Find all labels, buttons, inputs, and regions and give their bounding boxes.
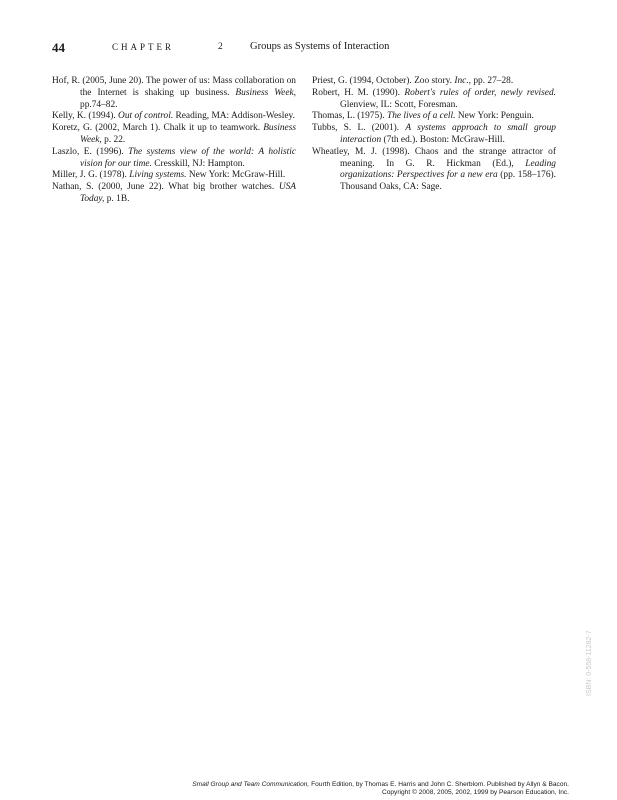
reference-text: Cresskill, NJ: Hampton. — [151, 158, 245, 169]
reference-entry — [52, 123, 296, 147]
reference-text: (pp. 158–176). Thousand Oaks, CA: Sage. — [340, 170, 556, 193]
running-header — [52, 40, 572, 56]
reference-text: p. 22. — [101, 134, 126, 145]
reference-title: A systems approach to small group interaction — [340, 123, 556, 145]
footer-line-1 — [192, 781, 569, 789]
reference-text: Hof, R. (2005, June 20). The power of us: Mass collaboration on the Internet is shaking up business. — [52, 76, 296, 98]
references-left-column — [52, 76, 296, 206]
reference-text: Robert, H. M. (1990). — [312, 87, 405, 98]
reference-title: Out of control. — [118, 111, 174, 122]
reference-text: p. 1B. — [104, 193, 130, 204]
reference-entry — [312, 111, 556, 123]
reference-text: Kelly, K. (1994). — [52, 111, 119, 122]
chapter-label: CHAPTER — [112, 42, 175, 52]
reference-title: Leading organizations: Perspectives for a new era — [340, 158, 556, 181]
reference-text: , pp. 27–28. — [468, 76, 514, 86]
reference-text: (7th ed.). Boston: McGraw-Hill. — [381, 134, 505, 145]
chapter-number: 2 — [218, 42, 223, 52]
reference-entry — [52, 111, 296, 123]
reference-text: New York: Penguin. — [455, 111, 534, 122]
reference-text: Miller, J. G. (1978). — [52, 170, 130, 181]
footer-line-2: Copyright © 2008, 2005, 2002, 1999 by Pearson Education, Inc. — [381, 789, 569, 797]
reference-title: USA Today, — [80, 182, 296, 204]
reference-entry — [312, 76, 556, 88]
chapter-title: Groups as Systems of Interaction — [250, 41, 390, 52]
reference-title: Business Week, — [80, 123, 296, 145]
copyright-footer — [192, 781, 569, 797]
reference-text: Wheatley, M. J. (1998). Chaos and the strange attractor of meaning. In G. R. Hickman (Ed.), — [312, 146, 556, 169]
reference-text: Nathan, S. (2000, June 22). What big brother watches. — [52, 182, 279, 193]
reference-text: Priest, G. (1994, October). Zoo story. — [312, 76, 455, 86]
page-number: 44 — [52, 40, 65, 55]
reference-title: Business Week — [235, 87, 294, 98]
footer-book-title: Small Group and Team Communication, — [192, 781, 310, 788]
reference-text: , pp.74–82. — [80, 87, 296, 110]
reference-entry — [312, 88, 556, 112]
reference-entry — [52, 76, 296, 111]
reference-entry — [312, 123, 556, 147]
reference-title: Living systems. — [129, 170, 187, 181]
reference-text: Glenview, IL: Scott, Foresman. — [340, 99, 458, 110]
references-right-column — [312, 76, 556, 194]
reference-entry — [52, 147, 296, 171]
reference-entry — [52, 182, 296, 206]
reference-entry — [52, 170, 296, 182]
isbn-sidebar: ISBN: 0-558-11282-7 — [586, 630, 593, 696]
reference-text: Thomas, L. (1975). — [312, 111, 387, 122]
reference-text: Tubbs, S. L. (2001). — [312, 123, 406, 134]
reference-title: The lives of a cell. — [387, 111, 456, 122]
reference-title: Robert's rules of order, newly revised. — [404, 87, 556, 98]
reference-text: New York: McGraw-Hill. — [186, 170, 286, 181]
reference-title: Inc. — [454, 76, 469, 86]
reference-entry — [312, 147, 556, 194]
reference-title: The systems view of the world: A holistic vision for our time. — [80, 146, 297, 169]
reference-text: Laszlo, E. (1996). — [52, 146, 129, 157]
reference-text: Reading, MA: Addison-Wesley. — [173, 111, 295, 122]
footer-publication-info: Fourth Edition, by Thomas E. Harris and John C. Sherblom. Published by Allyn & Bacon. — [309, 781, 569, 788]
reference-text: Koretz, G. (2002, March 1). Chalk it up to teamwork. — [52, 123, 264, 134]
